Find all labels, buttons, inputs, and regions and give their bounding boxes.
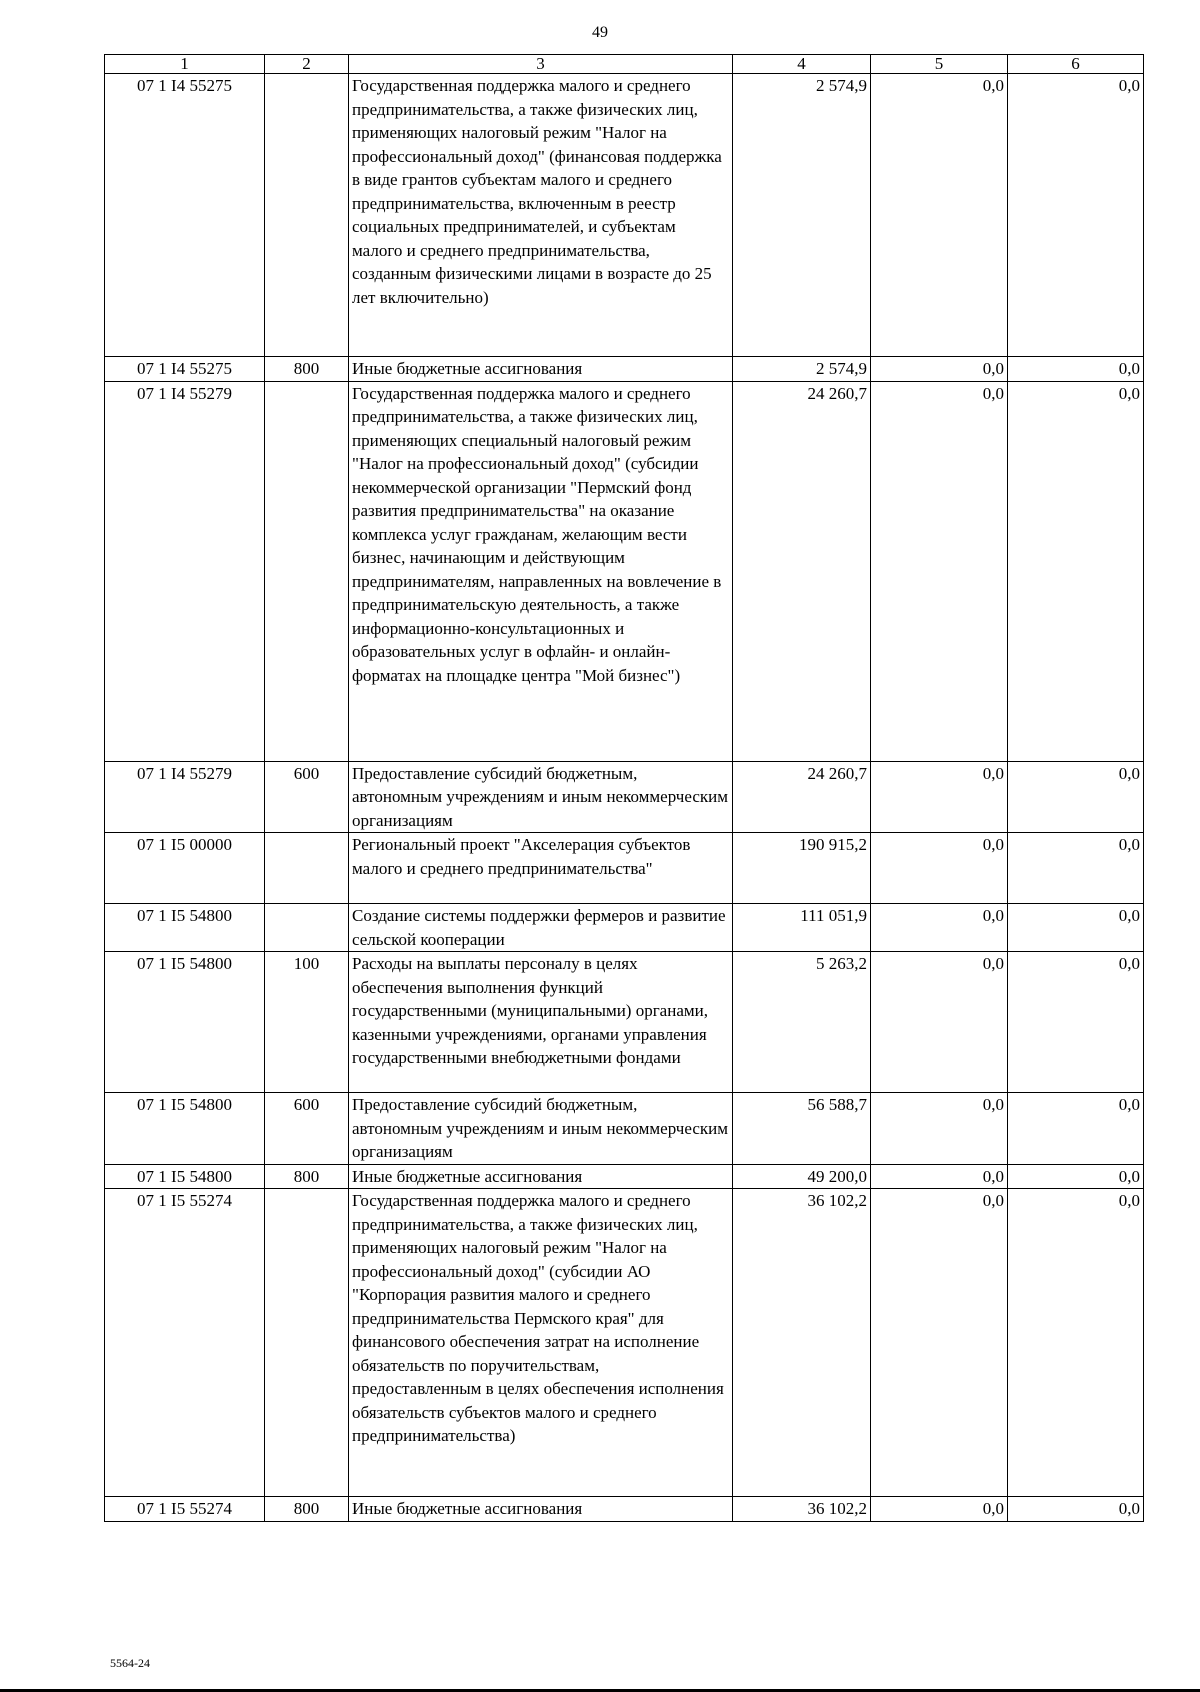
code-cell: 07 1 I5 00000 — [105, 833, 265, 904]
description-cell: Государственная поддержка малого и среднего предпринимательства, а также физических лиц, применяющих налоговый режим "Налог на профессиональный доход" (финансовая поддержка в виде грантов субъектам малого и среднего предпринимательства, включенным в реестр социальных предпринимателей, и субъектам малого и среднего предпринимательства, созданным физическими лицами в возрасте до 25 лет включительно) — [349, 74, 733, 357]
description-cell: Предоставление субсидий бюджетным, автономным учреждениям и иным некоммерческим организациям — [349, 1093, 733, 1165]
table-row — [105, 74, 1144, 357]
amount-cell: 0,0 — [871, 1164, 1008, 1189]
type-cell — [265, 1189, 349, 1497]
column-header: 5 — [871, 55, 1008, 74]
amount-cell: 24 260,7 — [733, 761, 871, 833]
amount-cell: 0,0 — [871, 1497, 1008, 1522]
amount-cell: 0,0 — [1008, 1189, 1144, 1497]
code-cell: 07 1 I5 54800 — [105, 904, 265, 952]
amount-cell: 190 915,2 — [733, 833, 871, 904]
table-row — [105, 1093, 1144, 1165]
amount-cell: 0,0 — [1008, 761, 1144, 833]
description-cell: Иные бюджетные ассигнования — [349, 1164, 733, 1189]
amount-cell: 49 200,0 — [733, 1164, 871, 1189]
table-row — [105, 381, 1144, 761]
amount-cell: 0,0 — [871, 952, 1008, 1093]
amount-cell: 24 260,7 — [733, 381, 871, 761]
amount-cell: 2 574,9 — [733, 74, 871, 357]
code-cell: 07 1 I5 54800 — [105, 952, 265, 1093]
type-cell — [265, 74, 349, 357]
page-number: 49 — [592, 24, 608, 41]
amount-cell: 0,0 — [1008, 904, 1144, 952]
column-header: 2 — [265, 55, 349, 74]
amount-cell: 0,0 — [1008, 952, 1144, 1093]
table-row — [105, 952, 1144, 1093]
code-cell: 07 1 I4 55279 — [105, 761, 265, 833]
amount-cell: 0,0 — [1008, 1164, 1144, 1189]
amount-cell: 0,0 — [1008, 381, 1144, 761]
amount-cell: 5 263,2 — [733, 952, 871, 1093]
amount-cell: 0,0 — [1008, 357, 1144, 382]
column-header: 3 — [349, 55, 733, 74]
table-row — [105, 1497, 1144, 1522]
code-cell: 07 1 I4 55275 — [105, 74, 265, 357]
code-cell: 07 1 I4 55279 — [105, 381, 265, 761]
amount-cell: 111 051,9 — [733, 904, 871, 952]
description-cell: Государственная поддержка малого и среднего предпринимательства, а также физических лиц, применяющих специальный налоговый режим "Налог на профессиональный доход" (субсидии некоммерческой организации "Пермский фонд развития предпринимательства" на оказание комплекса услуг гражданам, желающим вести бизнес, начинающим и действующим предпринимателям, направленных на вовлечение в предпринимательскую деятельность, а также информационно-консультационных и образовательных услуг в офлайн- и онлайн-форматах на площадке центра "Мой бизнес") — [349, 381, 733, 761]
code-cell: 07 1 I4 55275 — [105, 357, 265, 382]
amount-cell: 0,0 — [1008, 1497, 1144, 1522]
description-cell: Предоставление субсидий бюджетным, автономным учреждениям и иным некоммерческим организациям — [349, 761, 733, 833]
amount-cell: 0,0 — [871, 904, 1008, 952]
amount-cell: 0,0 — [871, 761, 1008, 833]
description-cell: Расходы на выплаты персоналу в целях обеспечения выполнения функций государственными (муниципальными) органами, казенными учреждениями, органами управления государственными внебюджетными фондами — [349, 952, 733, 1093]
amount-cell: 0,0 — [871, 1093, 1008, 1165]
amount-cell: 2 574,9 — [733, 357, 871, 382]
table-row — [105, 761, 1144, 833]
table-row — [105, 1164, 1144, 1189]
amount-cell: 36 102,2 — [733, 1189, 871, 1497]
type-cell: 600 — [265, 1093, 349, 1165]
type-cell — [265, 833, 349, 904]
document-code: 5564-24 — [110, 1656, 150, 1670]
type-cell: 600 — [265, 761, 349, 833]
type-cell: 800 — [265, 1164, 349, 1189]
code-cell: 07 1 I5 54800 — [105, 1093, 265, 1165]
column-header: 6 — [1008, 55, 1144, 74]
amount-cell: 0,0 — [871, 357, 1008, 382]
amount-cell: 0,0 — [871, 1189, 1008, 1497]
code-cell: 07 1 I5 55274 — [105, 1189, 265, 1497]
amount-cell: 0,0 — [871, 74, 1008, 357]
table-header-row — [105, 55, 1144, 74]
description-cell: Региональный проект "Акселерация субъектов малого и среднего предпринимательства" — [349, 833, 733, 904]
table-row — [105, 904, 1144, 952]
type-cell: 100 — [265, 952, 349, 1093]
amount-cell: 0,0 — [1008, 74, 1144, 357]
type-cell: 800 — [265, 357, 349, 382]
code-cell: 07 1 I5 55274 — [105, 1497, 265, 1522]
budget-table — [104, 54, 1144, 1522]
column-header: 4 — [733, 55, 871, 74]
amount-cell: 56 588,7 — [733, 1093, 871, 1165]
column-header: 1 — [105, 55, 265, 74]
amount-cell: 0,0 — [1008, 833, 1144, 904]
table-row — [105, 1189, 1144, 1497]
description-cell: Иные бюджетные ассигнования — [349, 357, 733, 382]
table-row — [105, 357, 1144, 382]
code-cell: 07 1 I5 54800 — [105, 1164, 265, 1189]
table-row — [105, 833, 1144, 904]
description-cell: Государственная поддержка малого и среднего предпринимательства, а также физических лиц, применяющих налоговый режим "Налог на профессиональный доход" (субсидии АО "Корпорация развития малого и среднего предпринимательства Пермского края" для финансового обеспечения затрат на исполнение обязательств по поручительствам, предоставленным в целях обеспечения исполнения обязательств субъектов малого и среднего предпринимательства) — [349, 1189, 733, 1497]
amount-cell: 0,0 — [871, 833, 1008, 904]
amount-cell: 36 102,2 — [733, 1497, 871, 1522]
description-cell: Иные бюджетные ассигнования — [349, 1497, 733, 1522]
type-cell — [265, 904, 349, 952]
type-cell — [265, 381, 349, 761]
amount-cell: 0,0 — [1008, 1093, 1144, 1165]
description-cell: Создание системы поддержки фермеров и развитие сельской кооперации — [349, 904, 733, 952]
type-cell: 800 — [265, 1497, 349, 1522]
amount-cell: 0,0 — [871, 381, 1008, 761]
